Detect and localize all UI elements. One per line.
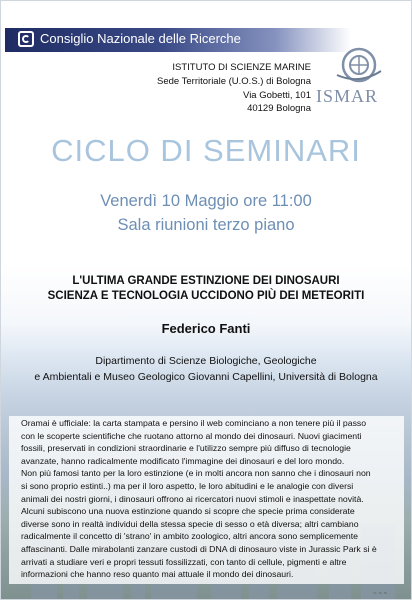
abstract-box: [9, 416, 404, 584]
cnr-logo-icon: [18, 31, 34, 47]
institute-address: [157, 61, 311, 116]
affiliation-line-2: e Ambientali e Museo Geologico Giovanni Capellini, Università di Bologna: [34, 371, 378, 383]
event-location: Sala riunioni terzo piano: [117, 216, 295, 234]
address-line: ISTITUTO DI SCIENZE MARINE: [172, 62, 311, 73]
abstract-line: arrivati a studiare veri e propri tessuti fossilizzati, con tanto di cellule, pigmenti e altre: [21, 556, 347, 567]
ismar-logo-text: ISMAR: [316, 86, 379, 106]
cnr-banner: [5, 28, 351, 52]
seminar-title-line-1: L'ULTIMA GRANDE ESTINZIONE DEI DINOSAURI: [72, 275, 340, 287]
abstract-line: con le scoperte scientifiche che ruotano attorno al mondo dei dinosauri. Nuovi giacimenti: [21, 430, 362, 441]
address-line: Via Gobetti, 101: [243, 89, 311, 101]
event-date-time: Venerdì 10 Maggio ore 11:00: [100, 192, 312, 210]
abstract-line: si sono proprio estinti..) ma per il loro aspetto, le loro abitudini e le analogie con diversi: [21, 481, 354, 491]
abstract-line: diverse sono in realtà individui della stessa specie di sesso o età diversa; altri cambiano: [21, 518, 359, 529]
abstract-line: radicalmente il concetto di 'strano' in ambito zoologico, altri ancora sono semplicemente: [21, 531, 358, 542]
seminar-title-line-2: SCIENZA E TECNOLOGIA UCCIDONO PIÙ DEI METEORITI: [47, 290, 365, 302]
photo-credit-watermark: ~ ~ ~: [373, 591, 387, 597]
speaker-name: Federico Fanti: [161, 321, 251, 336]
abstract-line: avanzate, hanno radicalmente modificato l'immagine dei dinosauri e del loro mondo.: [21, 455, 345, 466]
affiliation-line-1: Dipartimento di Scienze Biologiche, Geologiche: [95, 355, 317, 367]
abstract-line: affascinanti. Dalle mirabolanti zanzare custodi di DNA di dinosauro viste in Jurassic Park si è: [21, 544, 377, 554]
abstract-line: Alcuni subiscono una nuova estinzione quando si scopre che specie prima considerate: [21, 506, 355, 517]
abstract-line: informazioni che hanno reso quanto mai attuale il mondo dei dinosauri.: [21, 569, 294, 580]
abstract-line: Oramai è ufficiale: la carta stampata e persino il web cominciano a non tenere più il passo: [21, 418, 367, 428]
page-title: CICLO DI SEMINARI: [51, 133, 361, 168]
abstract-line: animali dei nostri giorni, i dinosauri offrono ai ricercatori nuovi stimoli e inaspettate novità.: [21, 493, 364, 504]
cnr-name: Consiglio Nazionale delle Ricerche: [40, 31, 241, 46]
address-line: 40129 Bologna: [247, 103, 311, 115]
address-line: Sede Territoriale (U.O.S.) di Bologna: [156, 75, 311, 87]
abstract-line: fossili, preservati in condizioni straordinarie e l'utilizzo sempre più diffuso di tecnologie: [21, 443, 351, 454]
abstract-line: Non più famosi tanto per la loro estinzione (e in molti ancora non sanno che i dinosauri non: [21, 468, 371, 479]
